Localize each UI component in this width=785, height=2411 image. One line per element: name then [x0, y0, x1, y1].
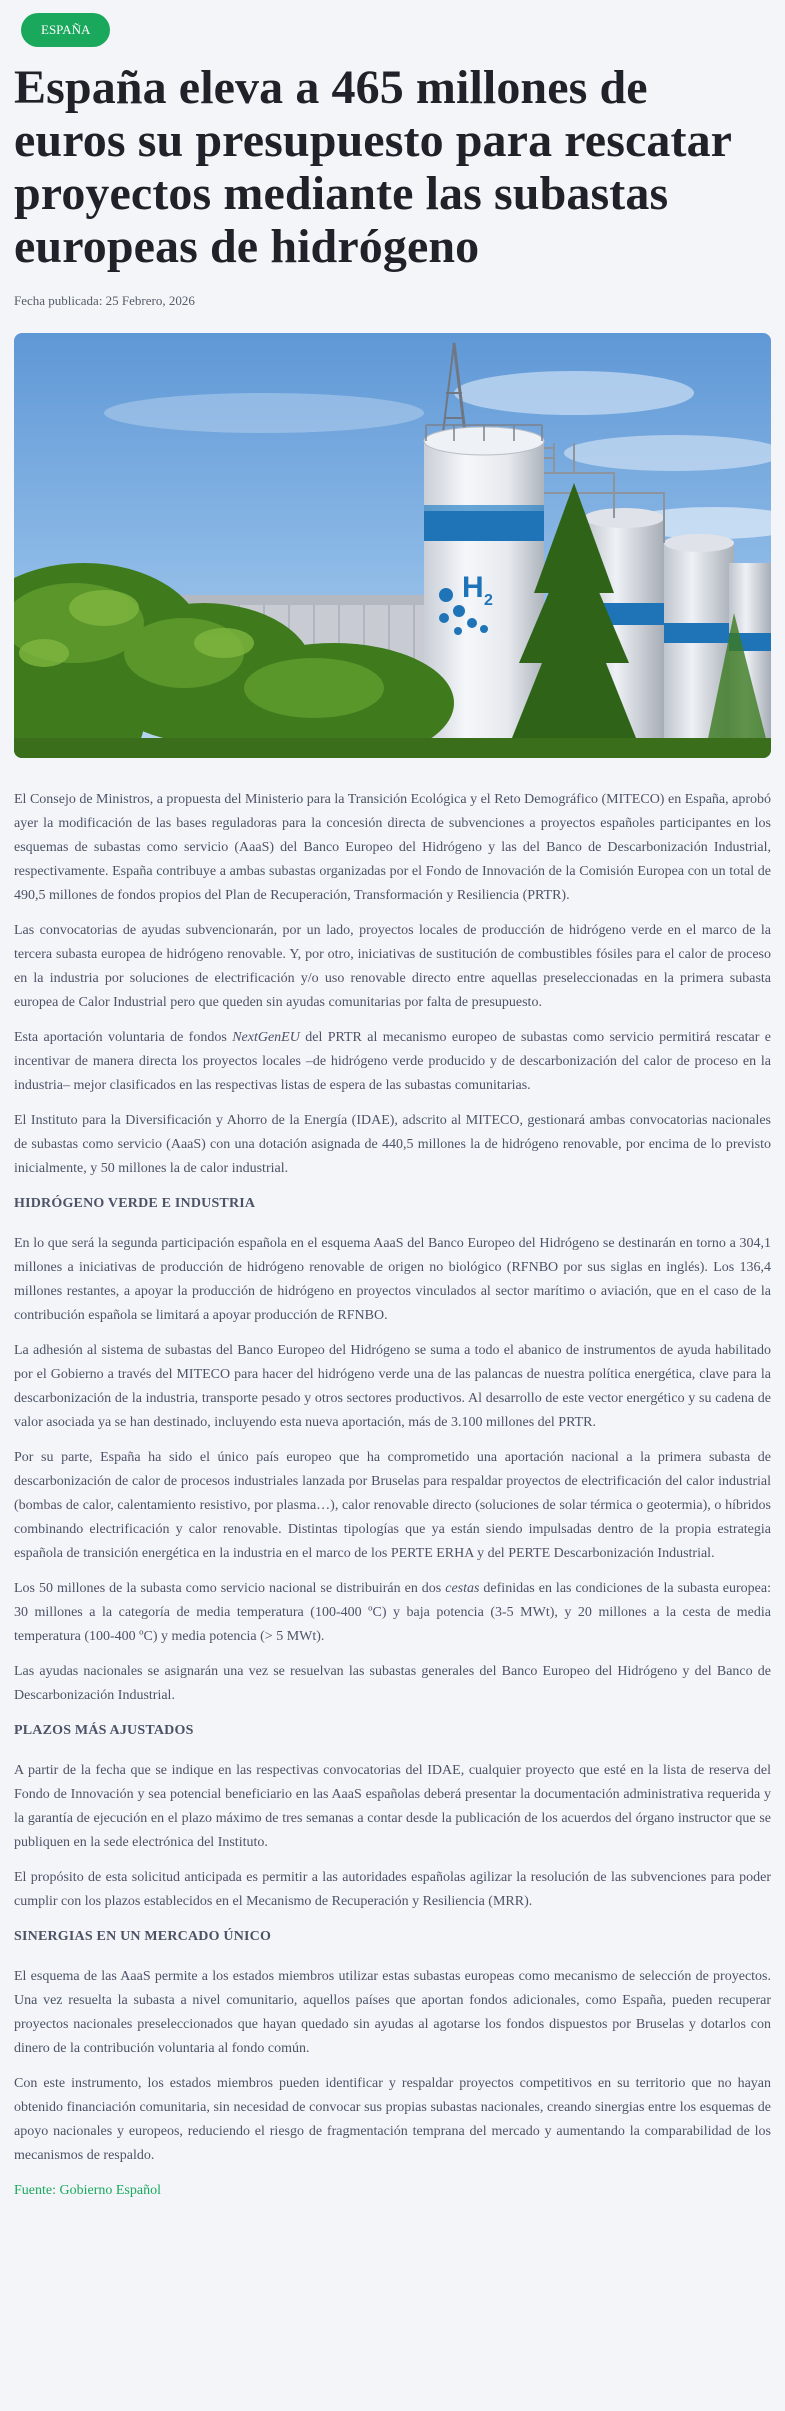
article-body — [14, 788, 771, 2203]
article-paragraph: A partir de la fecha que se indique en las respectivas convocatorias del IDAE, cualquier proyecto que esté en la lista de reserva del Fondo de Innovación y sea potencial beneficiario en las AaaS españolas deberá presentar la documentación administrativa requerida y la garantía de ejecución en el plazo máximo de tres semanas a contar desde la publicación de los acuerdos del órgano instructor que se publiquen en la sede electrónica del Instituto. — [14, 1763, 771, 1850]
article-paragraph: El Consejo de Ministros, a propuesta del Ministerio para la Transición Ecológica y el Reto Demográfico (MITECO) en España, aprobó ayer la modificación de las bases reguladoras para la concesión directa de subvenciones a proyectos españoles participantes en los esquemas de subastas como servicio (AaaS) del Banco Europeo del Hidrógeno y las del Banco de Descarbonización Industrial, respectivamente. España contribuye a ambas subastas organizadas por el Fondo de Innovación de la Comisión Europea con un total de 490,5 millones de fondos propios del Plan de Recuperación, Transformación y Resiliencia (PRTR). — [14, 792, 771, 903]
source-link[interactable]: Fuente: Gobierno Español — [14, 2183, 161, 2198]
nextgeneu-emphasis: NextGenEU — [232, 1030, 300, 1045]
article-paragraph: Los 50 millones de la subasta como servicio nacional se distribuirán en dos cestas definidas en las condiciones de la subasta europea: 30 millones a la categoría de media temperatura (100-400 ºC) y baja potencia (3-5 MWt), y 20 millones a la cesta de media temperatura (100-400 ºC) y media potencia (> 5 MWt). — [14, 1581, 771, 1644]
article-paragraph: Las ayudas nacionales se asignarán una vez se resuelvan las subastas generales del Banco Europeo del Hidrógeno y del Banco de Descarbonización Industrial. — [14, 1664, 771, 1703]
article-page — [14, 0, 771, 2203]
article-paragraph: Con este instrumento, los estados miembros pueden identificar y respaldar proyectos competitivos en su territorio que no hayan obtenido financiación comunitaria, sin necesidad de convocar sus propias subastas nacionales, creando sinergias entre los esquemas de apoyo nacionales y europeos, reduciendo el riesgo de fragmentación temprana del mercado y aumentando la comparabilidad de los mecanismos de respaldo. — [14, 2076, 771, 2163]
category-badge[interactable]: ESPAÑA — [21, 13, 110, 47]
article-paragraph: La adhesión al sistema de subastas del Banco Europeo del Hidrógeno se suma a todo el abanico de instrumentos de ayuda habilitado por el Gobierno a través del MITECO para hacer del hidrógeno verde una de las palancas de nuestra política energética, clave para la descarbonización de la industria, transporte pesado y otros sectores productivos. Al desarrollo de este vector energético y su cadena de valor asociada ya se han destinado, incluyendo esta nueva aportación, más de 3.100 millones del PRTR. — [14, 1343, 771, 1430]
article-paragraph: El propósito de esta solicitud anticipada es permitir a las autoridades españolas agilizar la resolución de las subvenciones para poder cumplir con los plazos establecidos en el Mecanismo de Recuperación y Resiliencia (MRR). — [14, 1870, 771, 1909]
article-paragraph: Por su parte, España ha sido el único país europeo que ha comprometido una aportación nacional a la primera subasta de descarbonización de calor de procesos industriales lanzada por Bruselas para respaldar proyectos de electrificación del calor industrial (bombas de calor, calentamiento resistivo, por plasma…), calor renovable directo (soluciones de solar térmica o geotermia), o híbridos combinando electrificación y calor renovable. Distintas tipologías que ya están siendo impulsadas dentro de la propia estrategia española de transición energética en la industria en el marco de los PERTE ERHA y del PERTE Descarbonización Industrial. — [14, 1450, 771, 1561]
article-headline: España eleva a 465 millones de euros su presupuesto para rescatar proyectos mediante las subastas europeas de hidrógeno — [14, 61, 732, 273]
hero-image — [14, 333, 771, 758]
cestas-emphasis: cestas — [445, 1581, 480, 1596]
article-paragraph: Las convocatorias de ayudas subvencionarán, por un lado, proyectos locales de producción de hidrógeno verde en el marco de la tercera subasta europea de hidrógeno renovable. Y, por otro, iniciativas de sustitución de combustibles fósiles para el calor de proceso en la industria por soluciones de electrificación y/o uso renovable directo entre aquellas preseleccionadas en la primera subasta europea de Calor Industrial pero que queden sin ayudas comunitarias por falta de presupuesto. — [14, 923, 771, 1010]
section-heading-hidrogeno-verde: HIDRÓGENO VERDE E INDUSTRIA — [14, 1196, 256, 1211]
section-heading-sinergias: SINERGIAS EN UN MERCADO ÚNICO — [14, 1929, 272, 1944]
hydrogen-plant-illustration — [14, 333, 771, 758]
h2-logo-subscript: 2 — [484, 592, 493, 609]
article-paragraph: El esquema de las AaaS permite a los estados miembros utilizar estas subastas europeas como mecanismo de selección de proyectos. Una vez resuelta la subasta a nivel comunitario, aquellos países que aportan fondos adicionales, como España, pueden recuperar proyectos nacionales preseleccionados que hayan quedado sin ayudas al agotarse los fondos dispuestos por Bruselas y dotarlos con dinero de la contribución voluntaria al fondo común. — [14, 1969, 771, 2056]
article-paragraph: En lo que será la segunda participación española en el esquema AaaS del Banco Europeo del Hidrógeno se destinarán en torno a 304,1 millones a iniciativas de producción de hidrógeno renovable de origen no biológico (RFNBO por sus siglas en inglés). Los 136,4 millones restantes, a apoyar la producción de hidrógeno en proyectos vinculados al sector marítimo o aviación, que en el caso de la contribución española se limitará a apoyar producción de RFNBO. — [14, 1236, 771, 1323]
publish-date: Fecha publicada: 25 Febrero, 2026 — [14, 293, 195, 308]
section-heading-plazos: PLAZOS MÁS AJUSTADOS — [14, 1723, 194, 1738]
h2-logo-letter: H — [462, 571, 484, 604]
article-paragraph: Esta aportación voluntaria de fondos NextGenEU del PRTR al mecanismo europeo de subastas como servicio permitirá rescatar e incentivar de manera directa los proyectos locales –de hidrógeno verde producido y de descarbonización del calor de proceso en la industria– mejor clasificados en las respectivas listas de espera de las subastas comunitarias. — [14, 1030, 771, 1093]
article-paragraph: El Instituto para la Diversificación y Ahorro de la Energía (IDAE), adscrito al MITECO, gestionará ambas convocatorias nacionales de subastas como servicio (AaaS) con una dotación asignada de 440,5 millones la de hidrógeno renovable, por encima de lo previsto inicialmente, y 50 millones la de calor industrial. — [14, 1113, 771, 1176]
